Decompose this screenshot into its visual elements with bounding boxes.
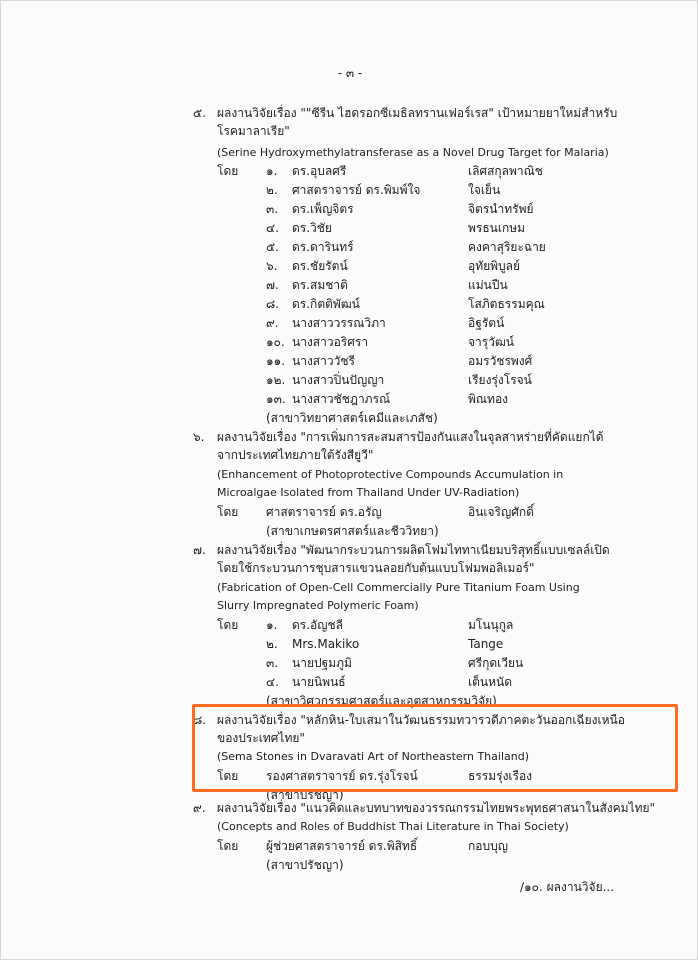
item-7-author-name: นายปฐมภูมิ: [292, 656, 352, 670]
item-9-english-title: (Concepts and Roles of Buddhist Thai Literature in Thai Society): [217, 820, 569, 833]
item-5-author-no: ๑๑.: [266, 354, 286, 368]
item-5-author-no: ๖.: [266, 259, 278, 273]
item-9-author-surname: กอบบุญ: [468, 839, 508, 853]
item-5-author-name: นางสาวปิ่นปัญญา: [292, 373, 385, 387]
item-5-author-no: ๘.: [266, 297, 280, 311]
page-number: - ๓ -: [337, 66, 363, 80]
item-6-english-line-2: Microalgae Isolated from Thailand Under UV-Radiation): [217, 486, 520, 499]
item-7-author-no: ๓.: [266, 656, 279, 670]
item-5-author-surname: อมรวัชรพงศ์: [468, 354, 533, 368]
item-7-english-line-2: Slurry Impregnated Polymeric Foam): [217, 599, 419, 612]
item-5-author-surname: เลิศสกุลพาณิช: [468, 164, 543, 178]
item-5-author-no: ๑๐.: [266, 335, 285, 349]
item-6-number: ๖.: [193, 430, 205, 444]
item-5-title-line-1: ผลงานวิจัยเรื่อง ""ซีรีน ไฮดรอกซีเมธิลทรานเฟอร์เรส" เป้าหมายยาใหม่สำหรับ: [217, 106, 618, 120]
item-9-field: (สาขาปรัชญา): [266, 858, 344, 872]
item-7-author-name: นายนิพนธ์: [292, 675, 346, 689]
item-9-number: ๙.: [193, 801, 206, 815]
item-5-author-no: ๓.: [266, 202, 279, 216]
item-8-field: (สาขาปรัชญา): [266, 788, 344, 802]
item-5-author-surname: จารุวัฒน์: [468, 335, 514, 349]
item-5-author-surname: โสภิตธรรมคุณ: [468, 297, 545, 311]
item-5-english-title: (Serine Hydroxymethylatransferase as a Novel Drug Target for Malaria): [217, 146, 609, 159]
item-5-number: ๕.: [193, 106, 206, 120]
item-6-title-line-1: ผลงานวิจัยเรื่อง "การเพิ่มการสะสมสารป้องกันแสงในจุลสาหร่ายที่คัดแยกได้: [217, 430, 604, 444]
item-7-by-label: โดย: [217, 618, 239, 632]
item-5-author-name: นางสาววรรณวิภา: [292, 316, 386, 330]
item-5-author-name: นางสาวชัชฎาภรณ์: [292, 392, 391, 406]
item-6-by-label: โดย: [217, 505, 239, 519]
item-5-author-surname: ใจเย็น: [468, 183, 501, 197]
item-7-author-surname: ศรีกุดเวียน: [468, 656, 524, 670]
item-5-author-name: ดร.อุบลศรี: [292, 164, 347, 178]
item-7-number: ๗.: [193, 543, 206, 557]
item-8-title-line-1: ผลงานวิจัยเรื่อง "หลักหิน-ใบเสมาในวัฒนธรรมทวารวดีภาคตะวันออกเฉียงเหนือ: [217, 713, 625, 727]
item-7-author-surname: เต็นหนัด: [468, 675, 513, 689]
item-7-title-line-2: โดยใช้กระบวนการชุบสารแขวนลอยกับต้นแบบโฟมพอลิเมอร์": [217, 561, 535, 575]
item-9-title-line-1: ผลงานวิจัยเรื่อง "แนวคิดและบทบาทของวรรณกรรมไทยพระพุทธศาสนาในสังคมไทย": [217, 801, 656, 815]
item-7-author-name: Mrs.Makiko: [292, 637, 360, 651]
item-5-author-name: ดร.วิชัย: [292, 221, 332, 235]
item-5-author-name: ดร.เพ็ญจิตร: [292, 202, 354, 216]
item-7-author-surname: มโนนุกูล: [468, 618, 514, 632]
item-7-english-line-1: (Fabrication of Open-Cell Commercially Pure Titanium Foam Using: [217, 581, 580, 594]
item-5-author-name: ศาสตราจารย์ ดร.พิมพ์ใจ: [292, 183, 421, 197]
item-8-author-name: รองศาสตราจารย์ ดร.รุ่งโรจน์: [266, 769, 418, 783]
item-6-title-line-2: จากประเทศไทยภายใต้รังสียูวี": [217, 448, 374, 462]
item-5-author-name: นางสาววัชรี: [292, 354, 355, 368]
item-5-author-surname: คงคาสุริยะฉาย: [468, 240, 546, 254]
item-8-by-label: โดย: [217, 769, 239, 783]
item-5-field: (สาขาวิทยาศาสตร์เคมีและเภสัช): [266, 411, 438, 425]
item-7-author-surname: Tange: [468, 637, 504, 651]
item-6-author-name: ศาสตราจารย์ ดร.อรัญ: [266, 505, 382, 519]
item-9-by-label: โดย: [217, 839, 239, 853]
item-5-by-label: โดย: [217, 164, 239, 178]
item-7-author-no: ๒.: [266, 637, 278, 651]
item-5-author-name: ดร.ชัยรัตน์: [292, 259, 348, 273]
item-5-author-surname: อิฐรัตน์: [468, 316, 505, 330]
item-5-author-name: นางสาวอริศรา: [292, 335, 369, 349]
item-7-author-no: ๑.: [266, 618, 278, 632]
item-5-author-no: ๔.: [266, 221, 279, 235]
item-6-author-surname: อินเจริญศักดิ์: [468, 505, 534, 519]
item-8-number: ๘.: [193, 713, 207, 727]
item-7-title-line-1: ผลงานวิจัยเรื่อง "พัฒนากระบวนการผลิตโฟมไททาเนียมบริสุทธิ์แบบเซลล์เปิด: [217, 543, 610, 557]
item-8-author-surname: ธรรมรุ่งเรือง: [468, 769, 533, 783]
item-5-author-no: ๑๓.: [266, 392, 286, 406]
item-5-author-no: ๙.: [266, 316, 279, 330]
item-5-author-surname: จิตรนำทรัพย์: [468, 202, 534, 216]
item-5-author-surname: เรียงรุ่งโรจน์: [468, 373, 532, 387]
item-5-author-no: ๕.: [266, 240, 279, 254]
item-8-english-title: (Sema Stones in Dvaravati Art of Northeastern Thailand): [217, 750, 529, 763]
item-8-title-line-2: ของประเทศไทย": [217, 731, 305, 745]
item-5-author-surname: พรธนเกษม: [468, 221, 526, 235]
item-5-title-line-2: โรคมาลาเรีย": [217, 124, 290, 138]
item-5-author-surname: อุทัยพิบูลย์: [468, 259, 521, 273]
item-5-author-no: ๑๒.: [266, 373, 286, 387]
item-7-field: (สาขาวิศวกรรมศาสตร์และอุตสาหกรรมวิจัย): [266, 694, 497, 708]
item-5-author-surname: พิณทอง: [468, 392, 509, 406]
item-5-author-surname: แม่นปืน: [468, 278, 508, 292]
item-7-author-no: ๔.: [266, 675, 279, 689]
item-5-author-name: ดร.สมชาติ: [292, 278, 348, 292]
item-6-english-line-1: (Enhancement of Photoprotective Compounds Accumulation in: [217, 468, 564, 481]
item-7-author-name: ดร.อัญชลี: [292, 618, 343, 632]
item-5-author-name: ดร.ดารินทร์: [292, 240, 354, 254]
item-6-field: (สาขาเกษตรศาสตร์และชีววิทยา): [266, 524, 439, 538]
item-5-author-no: ๒.: [266, 183, 278, 197]
highlight-box: [192, 704, 678, 792]
item-5-author-name: ดร.กิตติพัฒน์: [292, 297, 360, 311]
item-5-author-no: ๑.: [266, 164, 278, 178]
item-5-author-no: ๗.: [266, 278, 279, 292]
continuation-text: /๑๐. ผลงานวิจัย...: [520, 880, 615, 894]
item-9-author-name: ผู้ช่วยศาสตราจารย์ ดร.พิสิทธิ์: [266, 839, 418, 853]
